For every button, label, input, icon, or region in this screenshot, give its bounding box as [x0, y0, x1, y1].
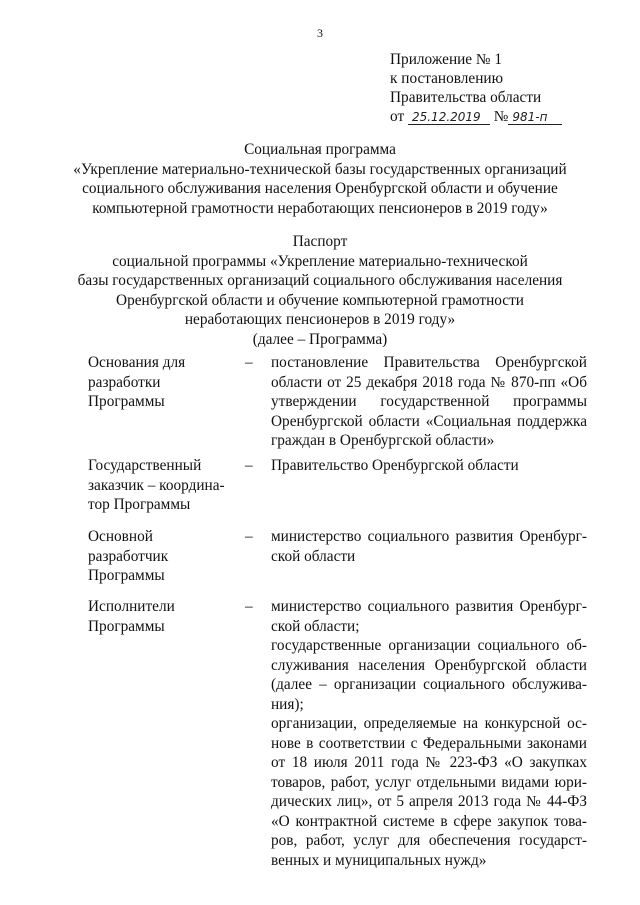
- row-dash: –: [245, 457, 253, 474]
- title-line-2: «Укрепление материально-технической базы государственных организаций: [73, 160, 567, 178]
- passport-line-3: Оренбургской области и обучение компьютерной грамотности: [116, 291, 524, 309]
- appendix-line-1: Приложение № 1: [390, 51, 502, 68]
- date-prefix: от: [390, 108, 405, 125]
- value-line: дических лиц», от 5 апреля 2013 года № 44-ФЗ: [271, 793, 587, 810]
- row-value: [271, 597, 587, 870]
- title-line-3: социального обслуживания населения Оренбургской области и обучение: [82, 180, 558, 197]
- passport-line-1: социальной программы «Укрепление материально-технической: [112, 252, 528, 270]
- row-dash: –: [245, 598, 253, 615]
- value-line: государственные организации социального об-: [271, 637, 587, 654]
- passport-line-5: (далее – Программа): [252, 330, 388, 348]
- label-line: Программы: [88, 393, 165, 410]
- value-line: «О контрактной системе в сфере закупок това-: [271, 812, 587, 830]
- value-line: нове в соответствии с Федеральными законами: [271, 734, 587, 752]
- value-line: венных и муниципальных нужд»: [271, 851, 487, 869]
- value-line: утверждении государственной программы: [271, 393, 587, 410]
- row-value: [271, 456, 587, 476]
- label-line: разработки: [88, 373, 161, 391]
- value-line: от 18 июля 2011 года № 223-ФЗ «О закупках: [271, 754, 587, 771]
- passport-line-2: базы государственных организаций социального обслуживания населения: [77, 272, 563, 289]
- passport-heading: Паспорт: [292, 233, 348, 250]
- row-label: [88, 597, 238, 636]
- value-line: граждан в Оренбургской области»: [271, 432, 495, 449]
- appendix-date-line: [390, 107, 562, 126]
- value-line: постановление Правительства Оренбургской: [271, 354, 587, 371]
- value-line: (далее – организации социального обслужива-: [271, 676, 587, 693]
- appendix-line-3: Правительства области: [390, 89, 542, 106]
- handwritten-number: 981-п: [508, 111, 562, 125]
- label-line: тор Программы: [88, 496, 191, 513]
- passport-heading-block: [60, 232, 580, 349]
- label-line: Программы: [88, 617, 165, 635]
- row-label: [88, 456, 238, 515]
- row-value: [271, 527, 587, 566]
- page-number: 3: [317, 26, 323, 40]
- value-line: ской области: [271, 547, 356, 565]
- label-line: Основания для: [88, 354, 186, 371]
- value-line: ров, работ, услуг для обеспечения государст-: [271, 832, 587, 849]
- appendix-line-2: к постановлению: [390, 70, 504, 87]
- row-label: [88, 527, 238, 586]
- value-line: области от 25 декабря 2018 года № 870-пп «Об: [271, 373, 587, 391]
- program-title: [60, 140, 580, 218]
- value-line: ской области;: [271, 617, 360, 635]
- passport-line-4: неработающих пенсионеров в 2019 году»: [184, 311, 456, 328]
- label-line: заказчик – координа-: [88, 476, 225, 494]
- label-line: Программы: [88, 567, 165, 584]
- value-line: товаров, работ, услуг отдельными видами юри-: [271, 773, 587, 791]
- appendix-block: [390, 50, 562, 126]
- value-line: Оренбургской области «Социальная поддержка: [271, 412, 587, 430]
- label-line: Государственный: [88, 457, 202, 474]
- label-line: разработчик: [88, 547, 169, 565]
- row-value: [271, 353, 587, 451]
- number-prefix: №: [493, 108, 509, 125]
- value-line: министерство социального развития Оренбург-: [271, 528, 587, 545]
- value-line: Правительство Оренбургской области: [271, 457, 519, 474]
- row-label: [88, 353, 238, 412]
- label-line: Основной: [88, 528, 153, 545]
- value-line: ния);: [271, 695, 304, 713]
- value-line: организации, определяемые на конкурсной ос-: [271, 715, 587, 732]
- label-line: Исполнители: [88, 598, 175, 615]
- value-line: министерство социального развития Оренбург-: [271, 598, 587, 615]
- row-dash: –: [245, 354, 253, 371]
- handwritten-date: 25.12.2019: [408, 111, 490, 125]
- title-line-1: Социальная программа: [244, 141, 396, 158]
- row-dash: –: [245, 528, 253, 545]
- title-line-4: компьютерной грамотности неработающих пенсионеров в 2019 году»: [92, 199, 548, 217]
- value-line: служивания населения Оренбургской области: [271, 656, 587, 674]
